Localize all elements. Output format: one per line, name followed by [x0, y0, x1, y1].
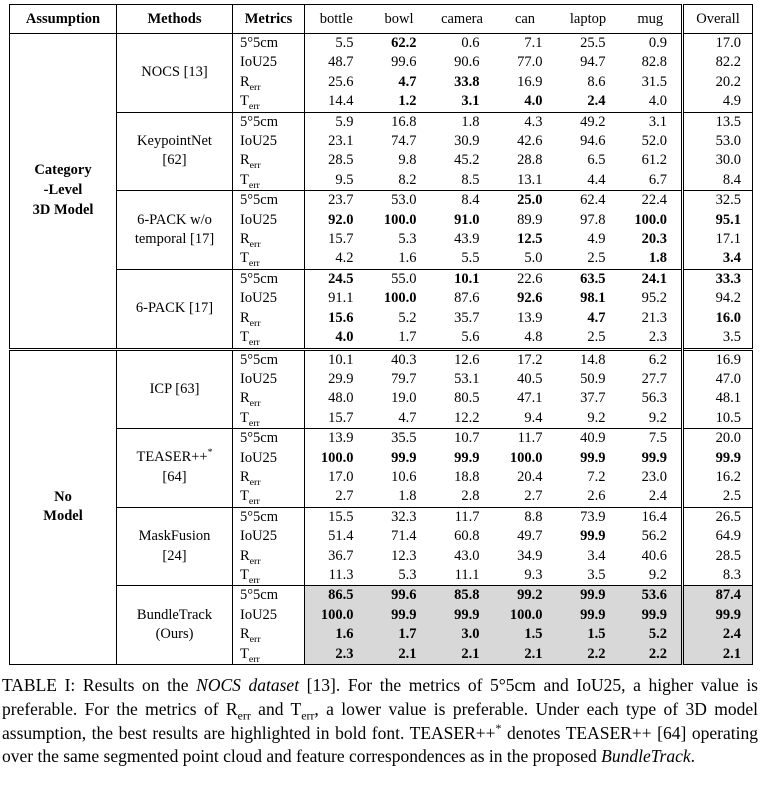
overall-value-cell: 47.0 [683, 370, 753, 389]
table-row [10, 34, 753, 54]
overall-value-cell: 13.5 [683, 112, 753, 132]
value-cell: 63.5 [557, 269, 620, 289]
value-cell: 10.1 [431, 269, 494, 289]
value-cell: 15.7 [328, 409, 354, 426]
value-cell: 1.6 [305, 625, 368, 644]
value-cell: 5.5 [461, 250, 480, 267]
value-cell: 33.8 [454, 73, 480, 90]
method-cell: BundleTrack (Ours) [117, 586, 233, 665]
value-cell: 2.3 [305, 645, 368, 665]
value-cell: 3.5 [587, 566, 606, 583]
value-cell: 7.1 [524, 35, 543, 51]
value-cell: 24.5 [305, 269, 368, 289]
value-cell: 43.0 [454, 547, 480, 564]
value-cell: 61.2 [641, 152, 667, 169]
table-row [10, 586, 753, 606]
value-cell: 4.2 [335, 250, 354, 267]
value-cell: 14.8 [557, 349, 620, 370]
value-cell: 9.3 [524, 566, 543, 583]
value-cell: 8.4 [431, 191, 494, 211]
metric-cell: 5°5cm [233, 34, 305, 54]
value-cell: 99.9 [641, 449, 667, 466]
overall-value-cell: 82.2 [683, 53, 753, 72]
value-cell: 99.9 [580, 449, 606, 466]
metric-cell: $T_{err}$ [233, 328, 305, 349]
value-cell: 52.0 [641, 133, 667, 150]
value-cell: 40.5 [517, 370, 543, 387]
value-cell: 100.0 [305, 606, 368, 625]
value-cell: 100.0 [320, 449, 354, 466]
column-header-metrics: Metrics [233, 5, 305, 34]
value-cell: 4.7 [398, 73, 417, 90]
value-cell: 2.2 [620, 645, 683, 665]
overall-value-cell: 28.5 [683, 547, 753, 566]
metric-cell: IoU25 [233, 527, 305, 546]
value-cell: 25.5 [580, 35, 606, 51]
overall-value-cell: 33.3 [683, 269, 753, 289]
value-cell: 10.7 [431, 429, 494, 449]
value-cell: 43.9 [454, 231, 480, 248]
value-cell: 48.7 [328, 54, 354, 71]
paper-page [0, 4, 761, 793]
method-cell: 6-PACK [17] [117, 269, 233, 349]
value-cell: 11.1 [454, 566, 480, 583]
value-cell: 9.2 [587, 409, 606, 426]
column-header-mug: mug [620, 5, 683, 34]
value-cell: 99.9 [431, 606, 494, 625]
value-cell: 36.7 [328, 547, 354, 564]
value-cell: 19.0 [391, 390, 417, 407]
caption-text-segment: BundleTrack [601, 746, 691, 767]
method-cell: ICP [63] [117, 349, 233, 429]
overall-value-cell: 16.0 [683, 309, 753, 328]
value-cell: 79.7 [391, 370, 417, 387]
value-cell: 2.7 [335, 488, 354, 505]
method-cell: NOCS [13] [117, 34, 233, 113]
value-cell: 87.6 [454, 290, 480, 307]
value-cell: 1.8 [648, 250, 667, 267]
value-cell: 60.8 [454, 528, 480, 545]
overall-value-cell: 2.1 [683, 645, 753, 665]
value-cell: 13.9 [517, 309, 543, 326]
value-cell: 95.2 [641, 290, 667, 307]
value-cell: 4.7 [587, 309, 606, 326]
value-cell: 4.9 [587, 231, 606, 248]
value-cell: 12.6 [431, 349, 494, 370]
caption-text-segment: , a lower value is preferable. Under each type of 3D model assumption, the best results are highlighted in bold font. TEASER++ [2, 698, 758, 743]
method-cell: KeypointNet [62] [117, 112, 233, 191]
overall-value-cell: 8.4 [683, 171, 753, 191]
table-row [10, 349, 753, 370]
value-cell: 4.0 [524, 93, 543, 110]
value-cell: 49.2 [557, 112, 620, 132]
value-cell: 100.0 [509, 449, 543, 466]
value-cell: 1.5 [557, 625, 620, 644]
overall-value-cell: 99.9 [683, 449, 753, 468]
value-cell: 15.7 [328, 231, 354, 248]
overall-value-cell: 20.0 [683, 429, 753, 449]
overall-value-cell: 53.0 [683, 132, 753, 151]
value-cell: 5.6 [461, 329, 480, 346]
value-cell: 51.4 [328, 528, 354, 545]
value-cell: 55.0 [368, 269, 431, 289]
caption-text-segment: . [690, 746, 695, 767]
value-cell: 100.0 [383, 290, 417, 307]
value-cell: 5.9 [305, 112, 368, 132]
value-cell: 5.5 [335, 35, 354, 51]
metric-cell: 5°5cm [233, 429, 305, 449]
overall-value-cell: 64.9 [683, 527, 753, 546]
value-cell: 25.6 [328, 73, 354, 90]
value-cell: 8.6 [587, 73, 606, 90]
assumption-cell: Category -Level 3D Model [10, 34, 117, 350]
metric-cell: $T_{err}$ [233, 487, 305, 507]
value-cell: 6.2 [620, 349, 683, 370]
caption-text-segment: err [237, 708, 251, 723]
value-cell: 92.6 [517, 290, 543, 307]
metric-cell: IoU25 [233, 211, 305, 230]
value-cell: 34.9 [517, 547, 543, 564]
value-cell: 2.1 [431, 645, 494, 665]
metric-cell: $R_{err}$ [233, 389, 305, 408]
value-cell: 0.9 [648, 35, 667, 51]
value-cell: 48.0 [328, 390, 354, 407]
overall-value-cell: 26.5 [683, 507, 753, 527]
overall-value-cell: 87.4 [683, 586, 753, 606]
value-cell: 40.3 [368, 349, 431, 370]
value-cell: 99.6 [368, 586, 431, 606]
value-cell: 4.8 [524, 329, 543, 346]
value-cell: 11.7 [494, 429, 557, 449]
value-cell: 30.9 [454, 133, 480, 150]
value-cell: 71.4 [391, 528, 417, 545]
value-cell: 89.9 [517, 211, 543, 228]
value-cell: 85.8 [431, 586, 494, 606]
value-cell: 5.0 [524, 250, 543, 267]
header-row [10, 5, 753, 34]
value-cell: 35.5 [368, 429, 431, 449]
caption-text-segment: NOCS dataset [196, 675, 300, 695]
value-cell: 1.7 [398, 329, 417, 346]
value-cell: 53.0 [368, 191, 431, 211]
value-cell: 28.8 [517, 152, 543, 169]
value-cell: 2.4 [587, 93, 606, 110]
metric-cell: $R_{err}$ [233, 151, 305, 170]
metric-cell: $R_{err}$ [233, 547, 305, 566]
value-cell: 94.6 [580, 133, 606, 150]
value-cell: 13.1 [517, 171, 543, 188]
value-cell: 91.1 [328, 290, 354, 307]
value-cell: 99.9 [620, 606, 683, 625]
metric-cell: 5°5cm [233, 586, 305, 606]
overall-value-cell: 17.0 [683, 34, 753, 54]
value-cell: 80.5 [454, 390, 480, 407]
metric-cell: $T_{err}$ [233, 171, 305, 191]
metric-cell: $R_{err}$ [233, 309, 305, 328]
metric-cell: IoU25 [233, 289, 305, 308]
metric-cell: IoU25 [233, 449, 305, 468]
value-cell: 12.2 [454, 409, 480, 426]
metric-cell: 5°5cm [233, 191, 305, 211]
metric-cell: $R_{err}$ [233, 73, 305, 92]
metric-cell: IoU25 [233, 370, 305, 389]
overall-value-cell: 3.5 [683, 328, 753, 349]
value-cell: 15.6 [328, 309, 354, 326]
metric-cell: $T_{err}$ [233, 92, 305, 112]
value-cell: 10.6 [391, 468, 417, 485]
value-cell: 10.1 [305, 349, 368, 370]
metric-cell: $T_{err}$ [233, 249, 305, 269]
value-cell: 22.6 [494, 269, 557, 289]
value-cell: 47.1 [517, 390, 543, 407]
value-cell: 99.9 [557, 586, 620, 606]
value-cell: 5.2 [620, 625, 683, 644]
value-cell: 99.9 [368, 606, 431, 625]
value-cell: 99.9 [454, 449, 480, 466]
metric-cell: IoU25 [233, 53, 305, 72]
value-cell: 53.6 [620, 586, 683, 606]
value-cell: 49.7 [517, 528, 543, 545]
value-cell: 97.8 [580, 211, 606, 228]
method-cell: MaskFusion [24] [117, 507, 233, 586]
value-cell: 8.5 [461, 171, 480, 188]
method-cell: TEASER++* [64] [117, 429, 233, 508]
value-cell: 17.2 [494, 349, 557, 370]
metric-cell: 5°5cm [233, 269, 305, 289]
table-row [10, 191, 753, 211]
column-header-overall: Overall [683, 5, 753, 34]
value-cell: 2.5 [587, 329, 606, 346]
caption-text-segment: err [301, 708, 315, 723]
overall-value-cell: 94.2 [683, 289, 753, 308]
overall-value-cell: 16.2 [683, 468, 753, 487]
value-cell: 23.7 [305, 191, 368, 211]
value-cell: 90.6 [454, 54, 480, 71]
value-cell: 9.2 [648, 566, 667, 583]
caption-text-segment: and T [250, 698, 302, 719]
overall-value-cell: 2.5 [683, 487, 753, 507]
value-cell: 28.5 [328, 152, 354, 169]
method-cell: 6-PACK w/o temporal [17] [117, 191, 233, 270]
overall-value-cell: 3.4 [683, 249, 753, 269]
metric-cell: IoU25 [233, 132, 305, 151]
value-cell: 99.9 [580, 528, 606, 545]
value-cell: 86.5 [305, 586, 368, 606]
value-cell: 53.1 [454, 370, 480, 387]
value-cell: 29.9 [328, 370, 354, 387]
value-cell: 24.1 [620, 269, 683, 289]
value-cell: 100.0 [494, 606, 557, 625]
value-cell: 7.2 [587, 468, 606, 485]
value-cell: 9.4 [524, 409, 543, 426]
overall-value-cell: 95.1 [683, 211, 753, 230]
value-cell: 4.7 [398, 409, 417, 426]
value-cell: 11.3 [328, 566, 354, 583]
value-cell: 2.1 [494, 645, 557, 665]
metric-cell: 5°5cm [233, 112, 305, 132]
table-row [10, 429, 753, 449]
metric-cell: 5°5cm [233, 507, 305, 527]
value-cell: 45.2 [454, 152, 480, 169]
value-cell: 12.5 [517, 231, 543, 248]
overall-value-cell: 10.5 [683, 409, 753, 429]
value-cell: 22.4 [620, 191, 683, 211]
value-cell: 6.7 [648, 171, 667, 188]
overall-value-cell: 20.2 [683, 73, 753, 92]
value-cell: 5.2 [398, 309, 417, 326]
value-cell: 25.0 [494, 191, 557, 211]
value-cell: 12.3 [391, 547, 417, 564]
value-cell: 31.5 [641, 73, 667, 90]
value-cell: 8.2 [398, 171, 417, 188]
column-header-camera: camera [431, 5, 494, 34]
value-cell: 3.1 [620, 112, 683, 132]
value-cell: 1.6 [398, 250, 417, 267]
overall-value-cell: 48.1 [683, 389, 753, 408]
value-cell: 27.7 [641, 370, 667, 387]
value-cell: 98.1 [580, 290, 606, 307]
value-cell: 8.8 [494, 507, 557, 527]
table-row [10, 269, 753, 289]
column-header-assumption: Assumption [10, 5, 117, 34]
results-table [9, 4, 753, 665]
metric-cell: $R_{err}$ [233, 468, 305, 487]
column-header-methods: Methods [117, 5, 233, 34]
value-cell: 0.6 [461, 35, 480, 51]
value-cell: 6.5 [587, 152, 606, 169]
metric-cell: $T_{err}$ [233, 645, 305, 665]
value-cell: 7.5 [620, 429, 683, 449]
caption-text-segment: * [495, 720, 502, 735]
value-cell: 5.3 [398, 566, 417, 583]
caption-text-segment: TABLE I: Results on the [2, 675, 197, 695]
value-cell: 16.9 [517, 73, 543, 90]
value-cell: 73.9 [557, 507, 620, 527]
value-cell: 100.0 [383, 211, 417, 228]
value-cell: 56.3 [641, 390, 667, 407]
value-cell: 23.1 [328, 133, 354, 150]
overall-value-cell: 32.5 [683, 191, 753, 211]
value-cell: 11.7 [431, 507, 494, 527]
value-cell: 9.5 [335, 171, 354, 188]
column-header-bottle: bottle [305, 5, 368, 34]
value-cell: 16.8 [368, 112, 431, 132]
value-cell: 2.8 [461, 488, 480, 505]
value-cell: 21.3 [641, 309, 667, 326]
value-cell: 99.2 [494, 586, 557, 606]
value-cell: 42.6 [517, 133, 543, 150]
table-row [10, 507, 753, 527]
value-cell: 3.0 [431, 625, 494, 644]
value-cell: 32.3 [368, 507, 431, 527]
value-cell: 2.3 [648, 329, 667, 346]
value-cell: 18.8 [454, 468, 480, 485]
value-cell: 74.7 [391, 133, 417, 150]
value-cell: 82.8 [641, 54, 667, 71]
metric-cell: $T_{err}$ [233, 409, 305, 429]
value-cell: 14.4 [328, 93, 354, 110]
overall-value-cell: 2.4 [683, 625, 753, 644]
overall-value-cell: 17.1 [683, 230, 753, 249]
metric-cell: $R_{err}$ [233, 230, 305, 249]
overall-value-cell: 4.9 [683, 92, 753, 112]
overall-value-cell: 8.3 [683, 566, 753, 586]
value-cell: 50.9 [580, 370, 606, 387]
value-cell: 9.2 [648, 409, 667, 426]
value-cell: 62.4 [557, 191, 620, 211]
value-cell: 1.5 [494, 625, 557, 644]
column-header-laptop: laptop [557, 5, 620, 34]
value-cell: 56.2 [641, 528, 667, 545]
value-cell: 4.0 [648, 93, 667, 110]
value-cell: 1.8 [431, 112, 494, 132]
value-cell: 99.9 [391, 449, 417, 466]
value-cell: 91.0 [454, 211, 480, 228]
overall-value-cell: 99.9 [683, 606, 753, 625]
value-cell: 1.7 [368, 625, 431, 644]
metric-cell: $R_{err}$ [233, 625, 305, 644]
assumption-cell: No Model [10, 349, 117, 665]
metric-cell: IoU25 [233, 606, 305, 625]
caption-text-segment: [13]. For the metrics of 5°5cm and IoU25, a higher value is preferable. For the metrics of R [2, 675, 758, 719]
value-cell: 99.6 [391, 54, 417, 71]
value-cell: 77.0 [517, 54, 543, 71]
value-cell: 2.4 [648, 488, 667, 505]
table-caption [2, 674, 758, 769]
value-cell: 35.7 [454, 309, 480, 326]
overall-value-cell: 30.0 [683, 151, 753, 170]
value-cell: 4.3 [494, 112, 557, 132]
value-cell: 13.9 [305, 429, 368, 449]
value-cell: 3.1 [461, 93, 480, 110]
value-cell: 20.4 [517, 468, 543, 485]
value-cell: 2.1 [368, 645, 431, 665]
value-cell: 92.0 [328, 211, 354, 228]
value-cell: 2.6 [587, 488, 606, 505]
value-cell: 94.7 [580, 54, 606, 71]
value-cell: 20.3 [641, 231, 667, 248]
value-cell: 1.8 [398, 488, 417, 505]
value-cell: 62.2 [391, 35, 417, 51]
value-cell: 100.0 [634, 211, 667, 228]
value-cell: 17.0 [328, 468, 354, 485]
metric-cell: $T_{err}$ [233, 566, 305, 586]
value-cell: 2.7 [524, 488, 543, 505]
caption-text-segment: denotes TEASER++ [64] operating over the same segmented point cloud and feature correspondences as in the proposed [2, 722, 758, 767]
column-header-bowl: bowl [368, 5, 431, 34]
value-cell: 23.0 [641, 468, 667, 485]
value-cell: 1.2 [398, 93, 417, 110]
table-row [10, 112, 753, 132]
value-cell: 40.6 [641, 547, 667, 564]
value-cell: 37.7 [580, 390, 606, 407]
metric-cell: 5°5cm [233, 349, 305, 370]
column-header-can: can [494, 5, 557, 34]
value-cell: 15.5 [305, 507, 368, 527]
value-cell: 4.0 [335, 329, 354, 346]
overall-value-cell: 16.9 [683, 349, 753, 370]
value-cell: 9.8 [398, 152, 417, 169]
value-cell: 5.3 [398, 231, 417, 248]
value-cell: 99.9 [557, 606, 620, 625]
value-cell: 2.5 [587, 250, 606, 267]
value-cell: 16.4 [620, 507, 683, 527]
value-cell: 3.4 [587, 547, 606, 564]
value-cell: 2.2 [557, 645, 620, 665]
value-cell: 40.9 [557, 429, 620, 449]
value-cell: 4.4 [587, 171, 606, 188]
